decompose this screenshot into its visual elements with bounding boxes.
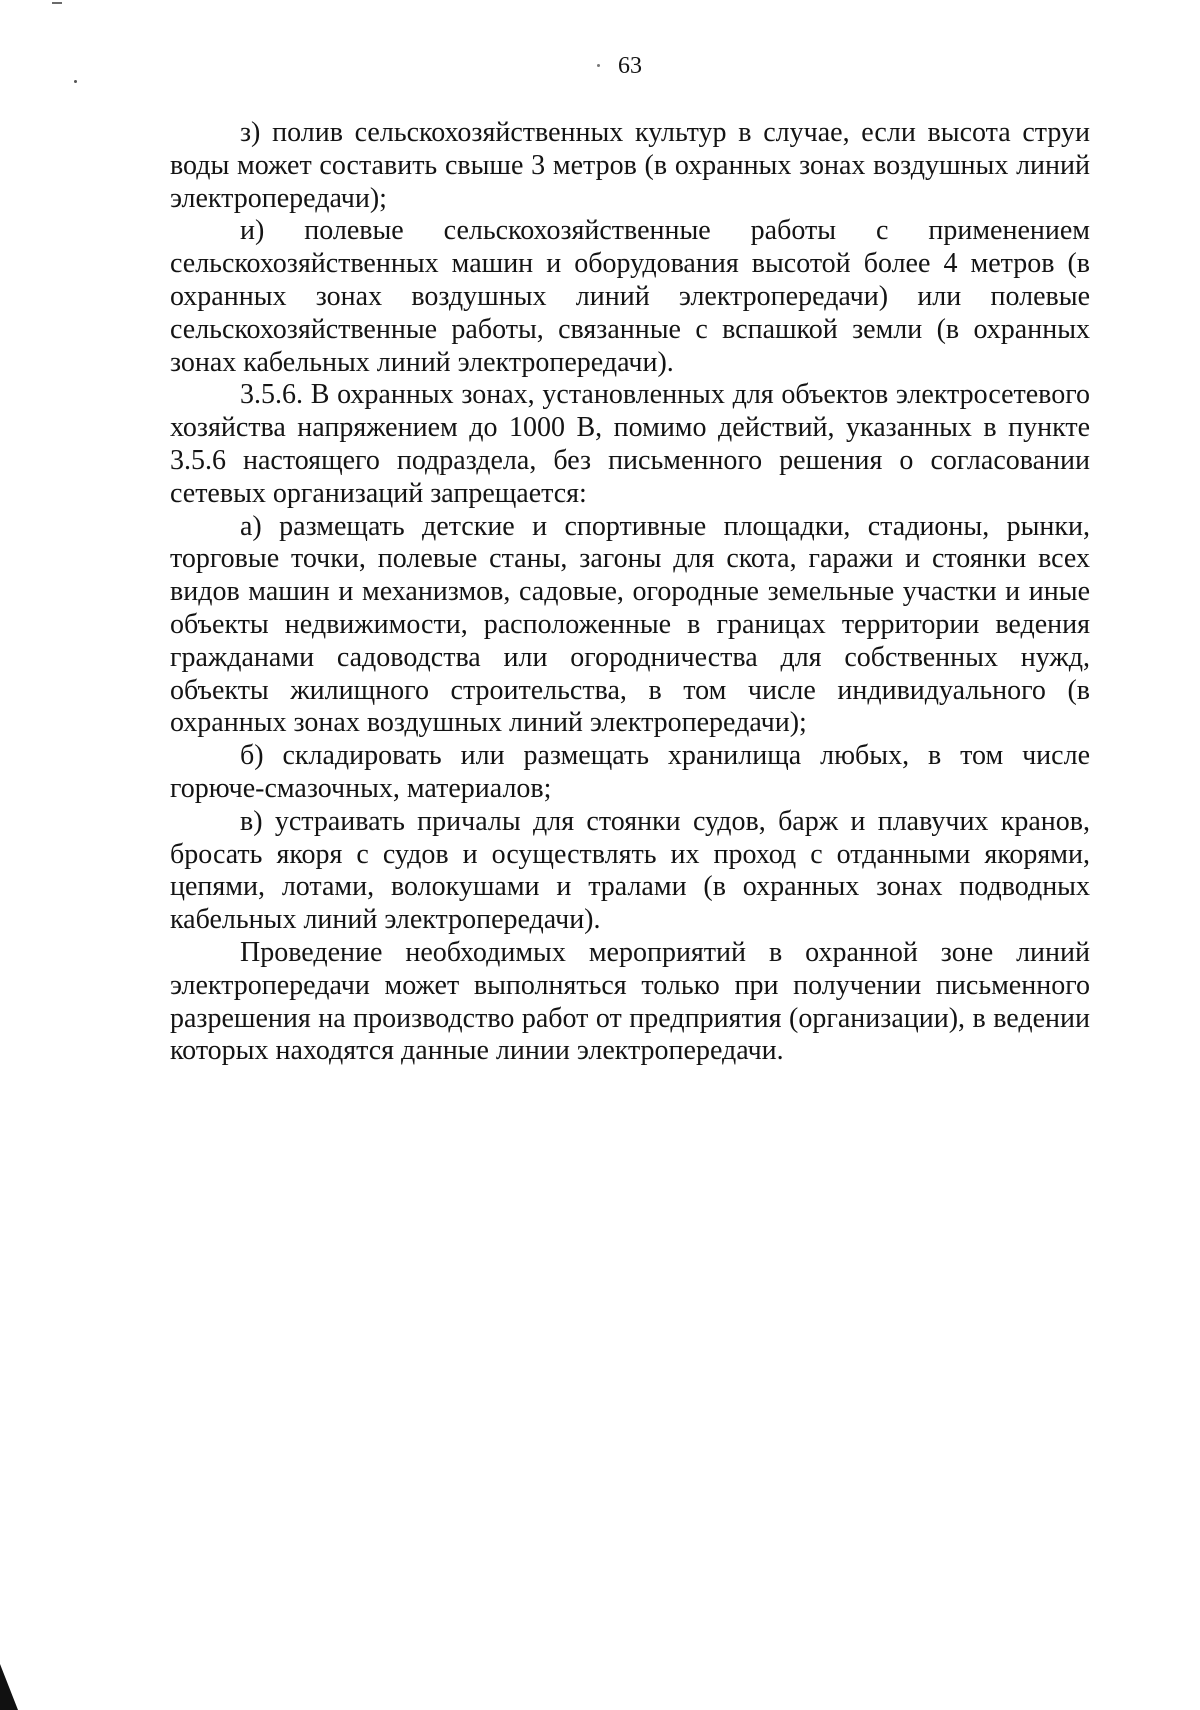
paragraph-item-z: з) полив сельскохозяйственных культур в случае, если высота струи воды может составить свыше 3 метров (в охранных зонах воздушных линий электропередачи); bbox=[170, 117, 1090, 214]
paragraph-item-i: и) полевые сельскохозяйственные работы с применением сельскохозяйственных машин и оборудования высотой более 4 метров (в охранных зонах воздушных линий электропередачи) или полевые сельскохозяйственные работы, связанные с вспашкой земли (в охранных зонах кабельных линий электропередачи). bbox=[170, 215, 1090, 378]
document-body bbox=[170, 117, 1090, 1068]
paragraph-item-a: а) размещать детские и спортивные площадки, стадионы, рынки, торговые точки, полевые станы, загоны для скота, гаражи и стоянки всех видов машин и механизмов, садовые, огородные земельные участки и иные объекты недвижимости, расположенные в границах территории ведения гражданами садоводства или огородничества для собственных нужд, объекты жилищного строительства, в том числе индивидуального (в охранных зонах воздушных линий электропередачи); bbox=[170, 510, 1090, 739]
scan-dot bbox=[74, 80, 77, 83]
scan-corner-mark bbox=[0, 1664, 18, 1710]
paragraph-closing: Проведение необходимых мероприятий в охранной зоне линий электропередачи может выполняться только при получении письменного разрешения на производство работ от предприятия (организации), в ведении которых находятся данные линии электропередачи. bbox=[170, 936, 1090, 1067]
page-number: 63 bbox=[618, 53, 642, 79]
scan-mark bbox=[52, 2, 62, 4]
paragraph-item-v: в) устраивать причалы для стоянки судов, барж и плавучих кранов, бросать якоря с судов и осуществлять их проход с отданными якорями, цепями, лотами, волокушами и тралами (в охранных зонах подводных кабельных линий электропередачи). bbox=[170, 805, 1090, 936]
paragraph-item-b: б) складировать или размещать хранилища любых, в том числе горюче-смазочных, материалов; bbox=[170, 740, 1090, 804]
paragraph-section-3-5-6: 3.5.6. В охранных зонах, установленных для объектов электросетевого хозяйства напряжением до 1000 В, помимо действий, указанных в пункте 3.5.6 настоящего подраздела, без письменного решения о согласовании сетевых организаций запрещается: bbox=[170, 379, 1090, 509]
